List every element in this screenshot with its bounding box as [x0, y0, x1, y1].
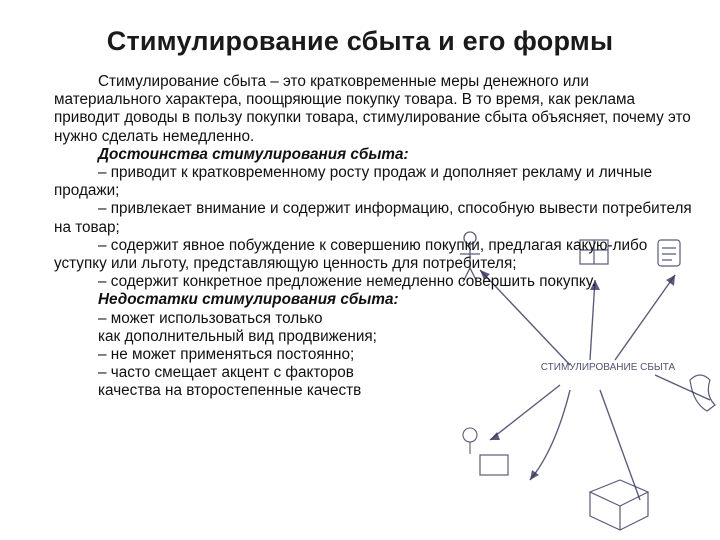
disadvantage-item-1: – может использоваться только [98, 309, 323, 327]
advantage-item-3: – содержит явное побуждение к совершению покупки, предлагая какую-либо уступку или льготу, представляющую ценность для потребителя; [54, 236, 648, 273]
disadvantage-item-2: – не может применяться постоянно; [98, 346, 355, 364]
definition-text: – это кратковременные меры денежного или материального характера, поощряющие покупку товара. В то время, как реклама приводит доводы в пользу покупки товара, стимулирование сбыта объясняет, почему это нужно сделать немедленно. [54, 73, 691, 145]
advantages-heading: Достоинства стимулирования сбыта: [98, 145, 409, 163]
disadvantage-item-1-cont: как дополнительный вид продвижения; [98, 327, 377, 345]
disadvantage-item-3-cont: качества на второстепенные качеств [98, 382, 362, 400]
advantage-item-2: – привлекает внимание и содержит информацию, способную вывести потребителя на товар; [54, 200, 692, 236]
lottery-icon [463, 428, 477, 454]
slide-title: Стимулирование сбыта и его формы [106, 26, 614, 56]
disadvantage-item-3: – часто смещает акцент с факторов [98, 364, 354, 382]
package-icon [590, 480, 648, 530]
slide-body [54, 73, 694, 401]
advantage-item-4: – содержит конкретное предложение немедленно совершить покупку. [98, 273, 597, 291]
arrow-down-right [600, 390, 640, 500]
diagram-center-label: СТИМУЛИРОВАНИЕ СБЫТА [540, 362, 676, 373]
definition-paragraph [54, 73, 694, 146]
definition-term: Стимулирование сбыта [98, 73, 267, 90]
disadvantages-heading: Недостатки стимулирования сбыта: [98, 291, 399, 309]
tv-icon [480, 455, 508, 475]
advantage-item-1: – приводит к кратковременному росту продаж и дополняет рекламу и личные продажи; [54, 164, 653, 200]
